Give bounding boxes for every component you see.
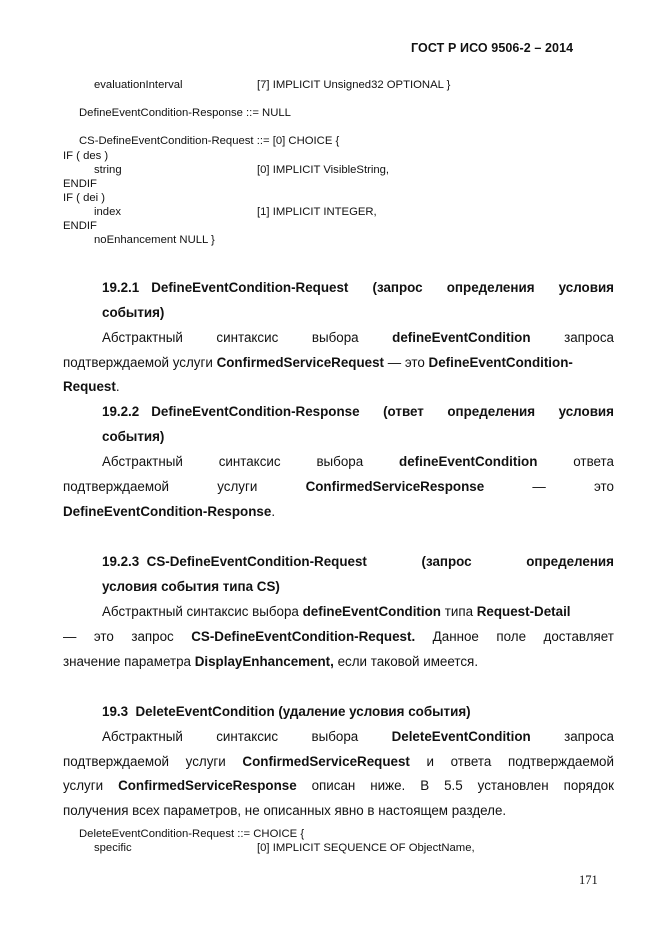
paragraph-line: Абстрактный синтаксис выбора defineEventCondition запроса — [102, 330, 614, 345]
code-field-name: specific — [94, 842, 132, 854]
paragraph-line: подтверждаемой услуги ConfirmedServiceRequest — это DefineEventCondition- — [63, 355, 573, 370]
paragraph-line: Абстрактный синтаксис выбора defineEventCondition типа Request-Detail — [102, 604, 571, 619]
section-heading-19-2-3: 19.2.3 CS-DefineEventCondition-Request (запрос определения — [102, 554, 614, 569]
section-heading-19-2-1-cont: события) — [102, 305, 165, 320]
code-field-type: [1] IMPLICIT INTEGER, — [257, 206, 377, 218]
paragraph-line: получения всех параметров, не описанных явно в настоящем разделе. — [63, 803, 507, 818]
paragraph-line: значение параметра DisplayEnhancement, если таковой имеется. — [63, 654, 479, 669]
section-heading-19-2-2: 19.2.2 DefineEventCondition-Response (ответ определения условия — [102, 404, 614, 419]
code-field-type: [0] IMPLICIT VisibleString, — [257, 164, 390, 176]
paragraph-line: подтверждаемой услуги ConfirmedServiceResponse — это — [63, 479, 614, 494]
code-line-delete-def: DeleteEventCondition-Request ::= CHOICE { — [79, 828, 305, 840]
code-line-response-def: DefineEventCondition-Response ::= NULL — [79, 107, 291, 119]
code-field-type: [7] IMPLICIT Unsigned32 OPTIONAL } — [257, 79, 451, 91]
section-heading-19-2-3-cont: условия события типа CS) — [102, 579, 280, 594]
code-field-type: [0] IMPLICIT SEQUENCE OF ObjectName, — [257, 842, 475, 854]
paragraph-line: — это запрос CS-DefineEventCondition-Request. Данное поле доставляет — [63, 629, 614, 644]
code-field-name: string — [94, 164, 122, 176]
code-line-cs-request-def: CS-DefineEventCondition-Request ::= [0] CHOICE { — [79, 135, 340, 147]
paragraph-line: услуги ConfirmedServiceResponse описан ниже. В 5.5 установлен порядок — [63, 778, 614, 793]
section-heading-19-2-2-cont: события) — [102, 429, 165, 444]
code-line-if-des: IF ( des ) — [63, 150, 109, 162]
code-line-no-enhancement: noEnhancement NULL } — [94, 234, 215, 246]
paragraph-line: DefineEventCondition-Response. — [63, 504, 276, 519]
code-line-endif: ENDIF — [63, 220, 97, 232]
page-number: 171 — [579, 873, 598, 887]
code-line-endif: ENDIF — [63, 178, 97, 190]
paragraph-line: Абстрактный синтаксис выбора DeleteEventCondition запроса — [102, 729, 614, 744]
code-field-name: evaluationInterval — [94, 79, 183, 91]
code-line-specific — [94, 842, 475, 855]
paragraph-line: Request. — [63, 379, 120, 394]
code-line-string — [94, 164, 390, 177]
code-line-eval — [94, 79, 451, 92]
code-line-index — [94, 206, 377, 219]
code-line-if-dei: IF ( dei ) — [63, 192, 106, 204]
code-field-name: index — [94, 206, 122, 218]
page-header: ГОСТ Р ИСО 9506-2 – 2014 — [411, 41, 574, 55]
paragraph-line: подтверждаемой услуги ConfirmedServiceRequest и ответа подтверждаемой — [63, 754, 614, 769]
paragraph-line: Абстрактный синтаксис выбора defineEventCondition ответа — [102, 454, 614, 469]
section-heading-19-2-1: 19.2.1 DefineEventCondition-Request (запрос определения условия — [102, 280, 614, 295]
section-heading-19-3: 19.3 DeleteEventCondition (удаление условия события) — [102, 704, 471, 719]
